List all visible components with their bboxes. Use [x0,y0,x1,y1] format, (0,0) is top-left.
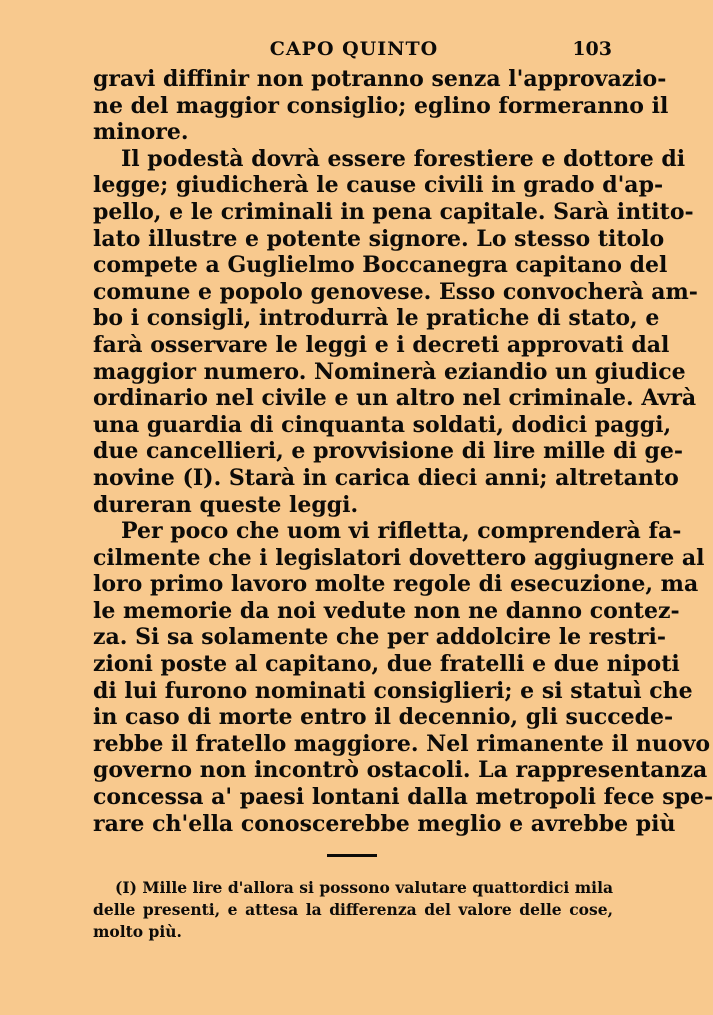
text-line: Per poco che uom vi rifletta, comprenderà fa- [121,518,682,545]
running-title: CAPO QUINTO [269,38,439,60]
footnote-line: delle presenti, e attesa la differenza del valore delle cose, [93,900,613,919]
text-line: lato illustre e potente signore. Lo stesso titolo [93,225,665,252]
text-line: Il podestà dovrà essere forestiere e dottore di [121,145,686,172]
text-line: rare ch'ella conoscerebbe meglio e avrebbe più [93,810,676,837]
text-line: maggior numero. Nominerà eziandio un giudice [93,358,686,385]
text-line: di lui furono nominati consiglieri; e si statuì che [93,677,693,704]
footnote-line: molto più. [93,922,182,941]
text-line: ne del maggior consiglio; eglino formeranno il [93,92,669,119]
text-line: compete a Guglielmo Boccanegra capitano del [93,252,668,279]
text-line: legge; giudicherà le cause civili in grado d'ap- [93,172,664,199]
text-line: bo i consigli, introdurrà le pratiche di stato, e [93,305,660,332]
text-line: ordinario nel civile e un altro nel criminale. Avrà [93,385,697,412]
text-line: za. Si sa solamente che per addolcire le restri- [93,624,666,651]
text-line: farà osservare le leggi e i decreti approvati dal [93,331,670,358]
text-line: le memorie da noi vedute non ne danno contez- [93,597,680,624]
footnote-separator [327,854,377,857]
footnote-line: (I) Mille lire d'allora si possono valutare quattordici mila [115,878,613,897]
text-line: pello, e le criminali in pena capitale. Sarà intito- [93,198,694,225]
text-line: rebbe il fratello maggiore. Nel rimanente il nuovo [93,730,711,757]
text-line: in caso di morte entro il decennio, gli succede- [93,704,674,731]
main-text [93,66,713,837]
text-line: cilmente che i legislatori dovettero aggiugnere al [93,544,705,571]
page-header [96,38,612,66]
text-line: comune e popolo genovese. Esso convocherà am- [93,278,698,305]
text-line: concessa a' paesi lontani dalla metropoli fece spe- [93,784,713,811]
footnote [93,877,613,943]
text-line: governo non incontrò ostacoli. La rappresentanza [93,757,708,784]
text-line: gravi diffinir non potranno senza l'approvazio- [93,66,667,92]
text-line: dureran queste leggi. [93,491,359,518]
text-line: due cancellieri, e provvisione di lire mille di ge- [93,438,683,465]
text-line: una guardia di cinquanta soldati, dodici paggi, [93,411,672,438]
text-line: novine (I). Starà in carica dieci anni; altretanto [93,464,679,491]
text-line: loro primo lavoro molte regole di esecuzione, ma [93,571,699,598]
text-line: zioni poste al capitano, due fratelli e due nipoti [93,651,680,678]
text-line: minore. [93,119,189,146]
page-number: 103 [572,38,612,60]
